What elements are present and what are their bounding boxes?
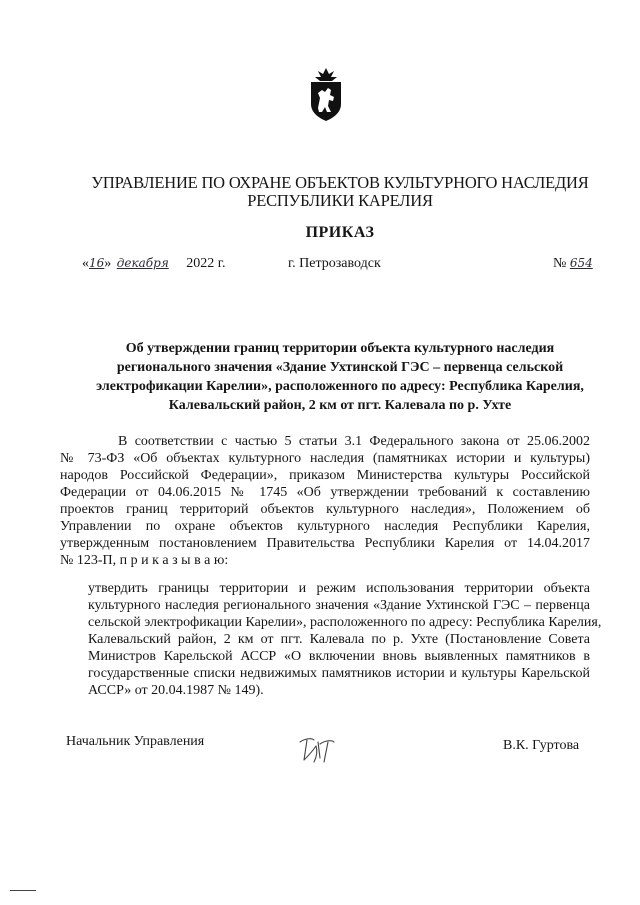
decision-line: культурного наследия регионального значения «Здание Ухтинской ГЭС – первенца bbox=[88, 598, 590, 613]
decision-line: государственные списки недвижимых памятников истории и культуры Карельской bbox=[88, 666, 590, 681]
order-title: ПРИКАЗ bbox=[305, 224, 375, 241]
preamble-line: утвержденным постановлением Правительства Республики Карелия от 14.04.2017 bbox=[60, 536, 590, 551]
handwritten-signature bbox=[294, 730, 344, 770]
preamble-line: Управлении по охране объектов культурного наследия Республики Карелия, bbox=[60, 519, 590, 534]
date-year: 2022 г. bbox=[186, 256, 226, 271]
subject-line: Калевальский район, 2 км от пгт. Калевала по р. Ухте bbox=[168, 398, 512, 413]
order-number bbox=[553, 256, 593, 272]
preamble-line: № 123-П, п р и к а з ы в а ю: bbox=[60, 553, 229, 568]
subject-line: электрофикации Карелии», расположенного по адресу: Республика Карелия, bbox=[96, 379, 584, 394]
preamble-line: проектов границ территорий объектов культурного наследия», Положением об bbox=[60, 502, 590, 517]
date-open-quote: « bbox=[82, 256, 89, 271]
number-label: № bbox=[553, 256, 567, 271]
preamble-line: № 73-ФЗ «Об объектах культурного наследия (памятниках истории и культуры) bbox=[60, 451, 590, 466]
signatory-name: В.К. Гуртова bbox=[503, 738, 580, 753]
order-date bbox=[82, 256, 225, 272]
preamble-line: В соответствии с частью 5 статьи 3.1 Федерального закона от 25.06.2002 bbox=[118, 434, 590, 449]
karelia-coat-of-arms-icon bbox=[306, 66, 346, 122]
date-month: декабря bbox=[116, 256, 169, 270]
decision-line: Министров Карельской АССР «О включении вновь выявленных памятников в bbox=[88, 649, 590, 664]
date-day: 16 bbox=[89, 256, 105, 270]
number-value: 654 bbox=[569, 256, 593, 270]
org-name-line-1: УПРАВЛЕНИЕ ПО ОХРАНЕ ОБЪЕКТОВ КУЛЬТУРНОГО НАСЛЕДИЯ bbox=[91, 173, 589, 192]
decision-line: Калевальский район, 2 км от пгт. Калевала по р. Ухте (Постановление Совета bbox=[88, 632, 590, 647]
preamble-line: Федерации от 04.06.2015 № 1745 «Об утверждении требований к составлению bbox=[60, 485, 590, 500]
decision-line: АССР» от 20.04.1987 № 149). bbox=[88, 683, 264, 698]
scan-edge-mark bbox=[10, 890, 36, 891]
signatory-position: Начальник Управления bbox=[66, 734, 205, 749]
org-name-line-2: РЕСПУБЛИКИ КАРЕЛИЯ bbox=[247, 191, 433, 210]
decision-line: утвердить границы территории и режим использования территории объекта bbox=[88, 581, 590, 596]
subject-line: регионального значения «Здание Ухтинской ГЭС – первенца сельской bbox=[116, 360, 564, 375]
order-city: г. Петрозаводск bbox=[288, 256, 381, 271]
order-subject bbox=[90, 339, 590, 415]
preamble-line: народов Российской Федерации», приказом Министерства культуры Российской bbox=[60, 468, 590, 483]
subject-line: Об утверждении границ территории объекта культурного наследия bbox=[125, 341, 555, 356]
date-close-quote: » bbox=[104, 256, 112, 271]
decision-line: сельской электрофикации Карелии», расположенного по адресу: Республика Карелия, bbox=[88, 615, 602, 630]
